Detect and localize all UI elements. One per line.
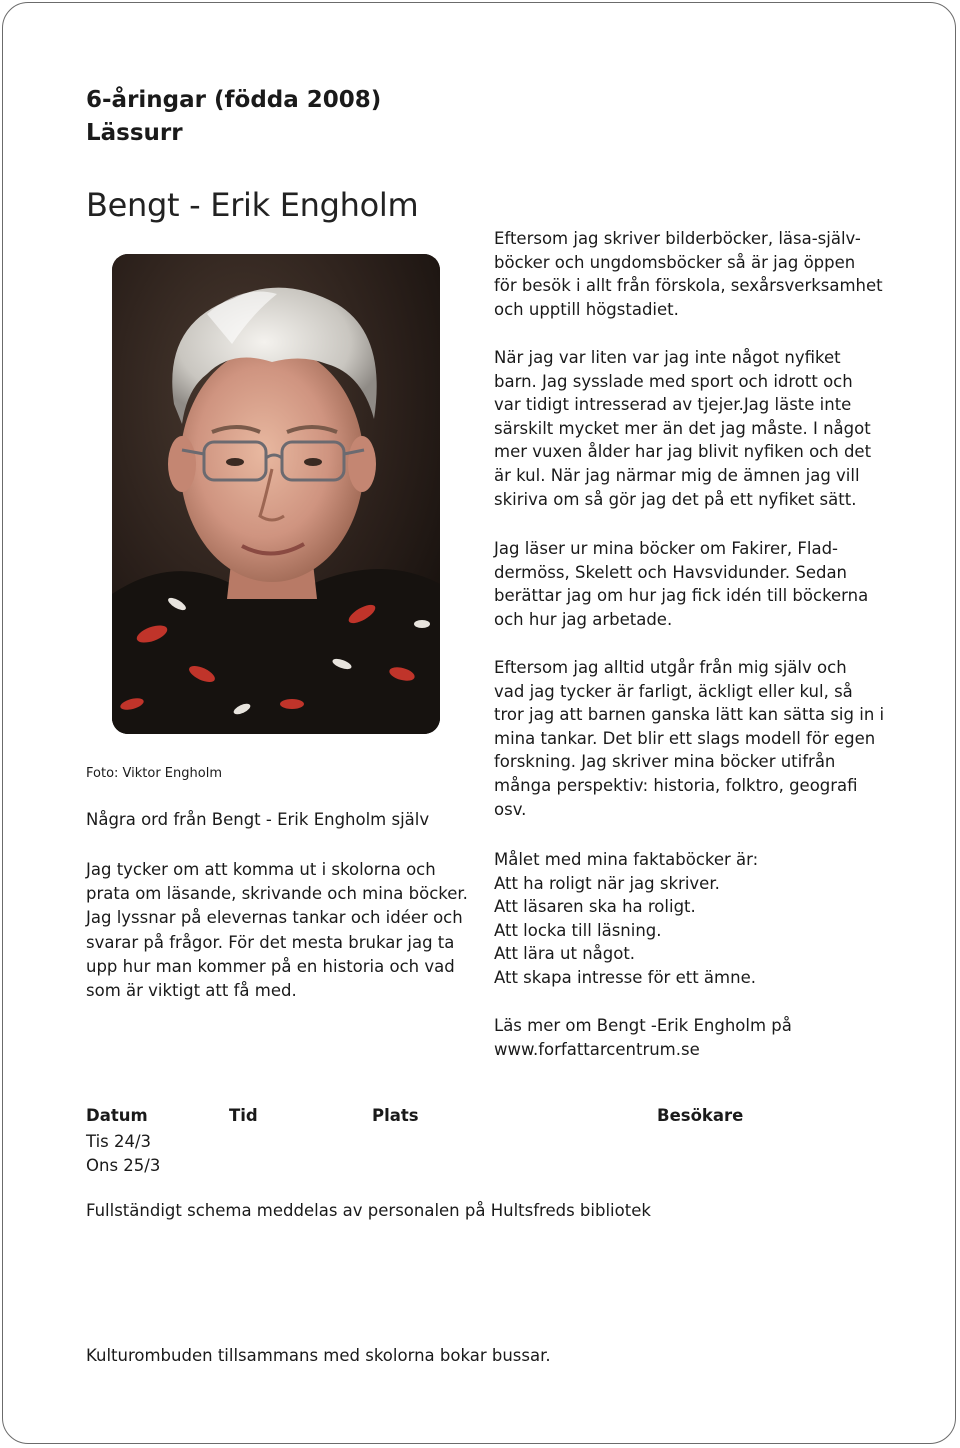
schedule-header-date: Datum [86,1106,148,1125]
paragraph-visits [494,227,894,321]
schedule-header-time: Tid [229,1106,258,1125]
text-line: Att lära ut något. [494,944,636,964]
text-line: Jag läser ur mina böcker om Fakirer, Flad- [494,539,839,558]
text-line: och hur jag arbetade. [494,609,673,629]
schedule-row-date: Tis 24/3 [86,1132,152,1151]
text-line: svarar på frågor. För det mesta brukar jag ta [86,932,455,952]
schedule-rows [86,1130,160,1178]
schedule-header-place: Plats [372,1106,419,1125]
text-line: osv. [494,799,527,819]
paragraph-readings [494,537,894,631]
heading [86,84,486,150]
paragraph-perspective [494,656,894,821]
text-line: prata om läsande, skrivande och mina böcker. [86,884,468,904]
text-line: vad jag tycker är farligt, äckligt eller kul, så [494,681,853,701]
schedule-note: Fullständigt schema meddelas av personalen på Hultsfreds bibliotek [86,1201,651,1220]
text-line: forskning. Jag skriver mina böcker utifrån [494,752,836,772]
text-line: dermöss, Skelett och Havsvidunder. Sedan [494,562,848,582]
text-line: är kul. När jag närmar mig de ämnen jag vill [494,465,860,485]
photo-caption: Foto: Viktor Engholm [86,766,222,781]
text-line: för besök i allt från förskola, sexårsverksamhet [494,276,883,296]
text-line: Att läsaren ska ha roligt. [494,897,696,917]
text-line: som är viktigt att få med. [86,981,297,1001]
text-line: Eftersom jag alltid utgår från mig själv och [494,658,847,677]
text-line: upp hur man kommer på en historia och vad [86,956,455,976]
heading-age-group: 6-åringar (födda 2008) [86,87,382,113]
author-name: Bengt - Erik Engholm [86,186,419,224]
schedule-row-date: Ons 25/3 [86,1156,161,1175]
bus-note: Kulturombuden tillsammans med skolorna bokar bussar. [86,1346,551,1365]
text-line: Jag lyssnar på elevernas tankar och idéer och [86,908,463,928]
text-line: böcker och ungdomsböcker så är jag öppen [494,252,856,272]
intro-title: Några ord från Bengt - Erik Engholm själv [86,810,430,829]
text-line: Eftersom jag skriver bilderböcker, läsa-själv- [494,229,861,248]
author-photo [112,254,440,734]
text-line: var tidigt intresserad av tjejer.Jag läste inte [494,395,852,415]
text-line: Jag tycker om att komma ut i skolorna och [86,860,436,879]
text-line: barn. Jag sysslade med sport och idrott och [494,371,853,391]
paragraph-childhood [494,346,894,511]
text-line: och upptill högstadiet. [494,299,679,319]
text-line: Läs mer om Bengt -Erik Engholm på [494,1016,792,1035]
text-line: mina tankar. Det blir ett slags modell för egen [494,728,876,748]
paragraph-goals [494,848,894,990]
text-line: Målet med mina faktaböcker är: [494,850,759,869]
text-line: berättar jag om hur jag fick idén till böckerna [494,586,869,606]
paragraph-read-more [494,1014,894,1061]
left-paragraph [86,858,486,1003]
text-line: När jag var liten var jag inte något nyfiket [494,348,841,367]
schedule-header-visitor: Besökare [657,1106,744,1125]
text-line: skiriva om så gör jag det på ett nyfiket sätt. [494,489,857,509]
text-line: Att locka till läsning. [494,920,662,940]
text-line: mer vuxen ålder har jag blivit nyfiken och det [494,442,872,462]
heading-program: Lässurr [86,120,183,146]
text-line: Att skapa intresse för ett ämne. [494,967,756,987]
website-link[interactable]: www.forfattarcentrum.se [494,1039,700,1059]
text-line: särskilt mycket mer än det jag måste. I något [494,418,871,438]
text-line: tror jag att barnen ganska lätt kan sätta sig in i [494,705,885,725]
text-line: många perspektiv: historia, folktro, geografi [494,775,858,795]
text-line: Att ha roligt när jag skriver. [494,873,720,893]
